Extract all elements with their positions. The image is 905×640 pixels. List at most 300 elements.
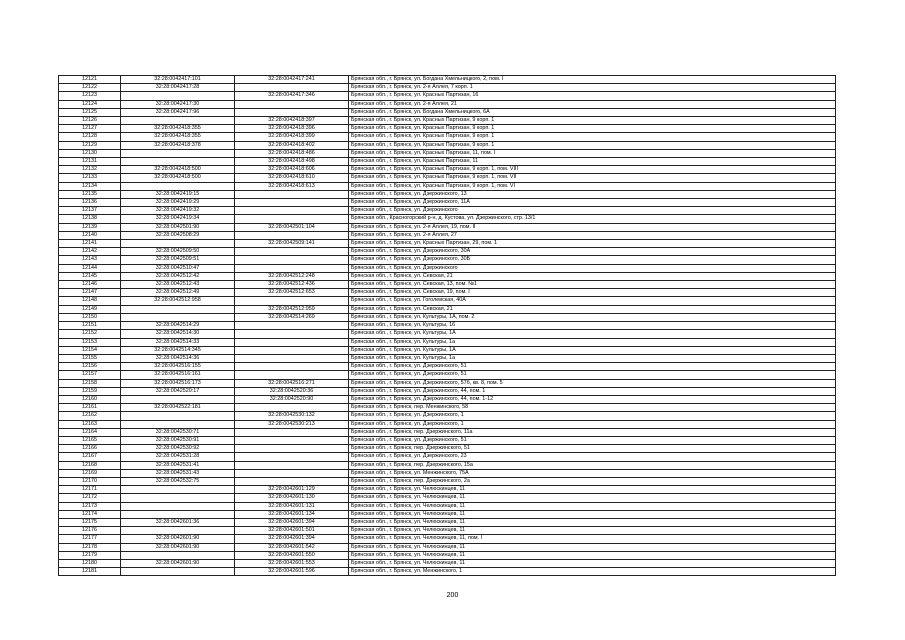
row-number-cell: 12126 [59, 117, 121, 125]
row-number-cell: 12178 [59, 543, 121, 551]
cadastral-number-cell [121, 527, 235, 535]
object-number-cell: 32:28:0042509:141 [235, 240, 349, 248]
address-cell: Брянская обл., г. Брянск, ул. Дзержинского, 1 [349, 412, 836, 420]
row-number-cell: 12140 [59, 231, 121, 239]
object-number-cell [235, 322, 349, 330]
row-number-cell: 12172 [59, 494, 121, 502]
address-cell: Брянская обл., Красногорский р-н, д. Кустова, ул. Дзержинского, стр. 13/1 [349, 215, 836, 223]
object-number-cell: 32:28:0042601:394 [235, 535, 349, 543]
cadastral-number-cell [121, 92, 235, 100]
cadastral-number-cell: 32:28:0042514:345 [121, 346, 235, 354]
address-cell: Брянская обл., г. Брянск, ул. 2-я Аллея, 27 [349, 231, 836, 239]
object-number-cell [235, 477, 349, 485]
object-number-cell [235, 469, 349, 477]
table-row [59, 281, 836, 289]
table-row [59, 297, 836, 305]
cadastral-number-cell [121, 412, 235, 420]
row-number-cell: 12179 [59, 551, 121, 559]
cadastral-number-cell: 32:28:0042417:96 [121, 108, 235, 116]
address-cell: Брянская обл., г. Брянск, ул. Дзержинского, 30А [349, 248, 836, 256]
table-row [59, 346, 836, 354]
cadastral-number-cell: 32:28:0042417:30 [121, 100, 235, 108]
address-cell: Брянская обл., г. Брянск, ул. 2-я Аллея, 19, пом. II [349, 223, 836, 231]
cadastral-number-cell: 32:28:0042512:43 [121, 281, 235, 289]
address-cell: Брянская обл., г. Брянск, ул. Культуры, 16 [349, 322, 836, 330]
cadastral-number-cell: 32:28:0042514:29 [121, 322, 235, 330]
row-number-cell: 12148 [59, 297, 121, 305]
row-number-cell: 12128 [59, 133, 121, 141]
object-number-cell: 32:28:0042601:394 [235, 518, 349, 526]
address-cell: Брянская обл., г. Брянск, ул. Дзержинского [349, 207, 836, 215]
cadastral-number-cell [121, 551, 235, 559]
row-number-cell: 12161 [59, 404, 121, 412]
object-number-cell: 32:28:0042512:436 [235, 281, 349, 289]
row-number-cell: 12131 [59, 158, 121, 166]
address-cell: Брянская обл., г. Брянск, ул. Дзержинского, 44, пом. 1 [349, 387, 836, 395]
address-cell: Брянская обл., г. Брянск, ул. Красных Партизан, 16 [349, 92, 836, 100]
address-cell: Брянская обл., г. Брянск, пер. Дзержинского, 15а [349, 461, 836, 469]
row-number-cell: 12177 [59, 535, 121, 543]
row-number-cell: 12159 [59, 387, 121, 395]
object-number-cell: 32:28:0042418:402 [235, 141, 349, 149]
table-row [59, 338, 836, 346]
cadastral-number-cell [121, 149, 235, 157]
table-row [59, 535, 836, 543]
address-cell: Брянская обл., г. Брянск, ул. Богдана Хмельницкого, 2, пом. I [349, 76, 836, 84]
address-cell: Брянская обл., г. Брянск, ул. Челюскинцев, 11 [349, 527, 836, 535]
cadastral-number-cell: 32:28:0042419:34 [121, 215, 235, 223]
row-number-cell: 12133 [59, 174, 121, 182]
table-row [59, 223, 836, 231]
address-cell: Брянская обл., г. Брянск, ул. Красных Партизан, 9 корп. 1 [349, 117, 836, 125]
address-cell: Брянская обл., г. Брянск, ул. Дзержинского, 1 [349, 420, 836, 428]
table-row [59, 289, 836, 297]
address-cell: Брянская обл., г. Брянск, ул. Челюскинцев, 11 [349, 494, 836, 502]
object-number-cell: 32:28:0042601:131 [235, 502, 349, 510]
object-number-cell: 32:28:0042601:130 [235, 494, 349, 502]
table-row [59, 174, 836, 182]
row-number-cell: 12151 [59, 322, 121, 330]
cadastral-number-cell [121, 305, 235, 313]
address-cell: Брянская обл., г. Брянск, ул. Культуры, 1А [349, 330, 836, 338]
object-number-cell: 32:28:0042417:241 [235, 76, 349, 84]
table-row [59, 158, 836, 166]
row-number-cell: 12132 [59, 166, 121, 174]
address-cell: Брянская обл., г. Брянск, ул. Челюскинцев, 11 [349, 551, 836, 559]
object-number-cell: 32:28:0042520:90 [235, 395, 349, 403]
row-number-cell: 12180 [59, 559, 121, 567]
address-cell: Брянская обл., г. Брянск, ул. Челюскинцев, 11 [349, 486, 836, 494]
row-number-cell: 12154 [59, 346, 121, 354]
cadastral-number-cell: 32:28:0042522:181 [121, 404, 235, 412]
table-row [59, 568, 836, 576]
address-cell: Брянская обл., г. Брянск, ул. Красных Партизан, 11, пом. I [349, 149, 836, 157]
row-number-cell: 12169 [59, 469, 121, 477]
object-number-cell: 32:28:0042417:346 [235, 92, 349, 100]
object-number-cell [235, 354, 349, 362]
address-cell: Брянская обл., г. Брянск, ул. Красных Партизан, 29, пом. 1 [349, 240, 836, 248]
cadastral-number-cell: 32:28:0042601:90 [121, 543, 235, 551]
table-row [59, 543, 836, 551]
cadastral-number-cell [121, 568, 235, 576]
cadastral-number-cell: 32:28:0042531:43 [121, 469, 235, 477]
object-number-cell: 32:28:0042512:959 [235, 305, 349, 313]
row-number-cell: 12122 [59, 84, 121, 92]
address-cell: Брянская обл., г. Брянск, ул. Челюскинцев, 11 [349, 502, 836, 510]
table-row [59, 404, 836, 412]
row-number-cell: 12163 [59, 420, 121, 428]
cadastral-number-cell: 32:28:0042419:29 [121, 199, 235, 207]
object-number-cell: 32:28:0042418:396 [235, 125, 349, 133]
cadastral-number-cell [121, 240, 235, 248]
address-cell: Брянская обл., г. Брянск, ул. Красных Партизан, 9 корп. 1 [349, 133, 836, 141]
cadastral-number-cell [121, 502, 235, 510]
object-number-cell [235, 445, 349, 453]
address-cell: Брянская обл., г. Брянск, ул. Челюскинцев, 11 [349, 543, 836, 551]
cadastral-number-cell: 32:28:0042512:958 [121, 297, 235, 305]
object-number-cell: 32:28:0042501:104 [235, 223, 349, 231]
row-number-cell: 12164 [59, 428, 121, 436]
table-row [59, 469, 836, 477]
row-number-cell: 12176 [59, 527, 121, 535]
table-row [59, 248, 836, 256]
table-row [59, 108, 836, 116]
cadastral-number-cell [121, 494, 235, 502]
cadastral-number-cell [121, 420, 235, 428]
object-number-cell [235, 248, 349, 256]
row-number-cell: 12174 [59, 510, 121, 518]
cadastral-number-cell: 32:28:0042418:355 [121, 125, 235, 133]
table-row [59, 149, 836, 157]
table-row [59, 379, 836, 387]
row-number-cell: 12181 [59, 568, 121, 576]
table-row [59, 231, 836, 239]
table-row [59, 510, 836, 518]
object-number-cell [235, 436, 349, 444]
address-cell: Брянская обл., г. Брянск, ул. Дзержинского, 51 [349, 363, 836, 371]
row-number-cell: 12138 [59, 215, 121, 223]
address-cell: Брянская обл., г. Брянск, ул. Севская, 19, пом. I [349, 289, 836, 297]
object-number-cell [235, 199, 349, 207]
row-number-cell: 12168 [59, 461, 121, 469]
table-row [59, 199, 836, 207]
row-number-cell: 12153 [59, 338, 121, 346]
registry-table [58, 75, 836, 576]
address-cell: Брянская обл., г. Брянск, ул. Культуры, 1а [349, 338, 836, 346]
table-row [59, 240, 836, 248]
row-number-cell: 12121 [59, 76, 121, 84]
object-number-cell: 32:28:0042601:501 [235, 527, 349, 535]
table-row [59, 527, 836, 535]
object-number-cell: 32:28:0042512:653 [235, 289, 349, 297]
cadastral-number-cell [121, 395, 235, 403]
object-number-cell: 32:28:0042530:132 [235, 412, 349, 420]
table-row [59, 477, 836, 485]
row-number-cell: 12162 [59, 412, 121, 420]
address-cell: Брянская обл., г. Брянск, ул. Дзержинского, 51 [349, 436, 836, 444]
row-number-cell: 12137 [59, 207, 121, 215]
object-number-cell: 32:28:0042516:271 [235, 379, 349, 387]
address-cell: Брянская обл., г. Брянск, ул. Севская, 13, пом. №1 [349, 281, 836, 289]
row-number-cell: 12145 [59, 272, 121, 280]
table-row [59, 84, 836, 92]
address-cell: Брянская обл., г. Брянск, ул. Челюскинцев, 11 [349, 559, 836, 567]
table-row [59, 76, 836, 84]
table-row [59, 518, 836, 526]
object-number-cell [235, 330, 349, 338]
table-row [59, 272, 836, 280]
table-row [59, 133, 836, 141]
cadastral-number-cell: 32:28:0042417:28 [121, 84, 235, 92]
table-row [59, 256, 836, 264]
cadastral-number-cell: 32:28:0042510:47 [121, 264, 235, 272]
object-number-cell: 32:28:0042601:596 [235, 568, 349, 576]
object-number-cell: 32:28:0042512:248 [235, 272, 349, 280]
cadastral-number-cell: 32:28:0042418:500 [121, 174, 235, 182]
address-cell: Брянская обл., г. Брянск, ул. 2-я Аллея, 7 корп. 1 [349, 84, 836, 92]
object-number-cell: 32:28:0042520:36 [235, 387, 349, 395]
row-number-cell: 12171 [59, 486, 121, 494]
row-number-cell: 12127 [59, 125, 121, 133]
row-number-cell: 12152 [59, 330, 121, 338]
row-number-cell: 12125 [59, 108, 121, 116]
cadastral-number-cell: 32:28:0042419:32 [121, 207, 235, 215]
table-row [59, 215, 836, 223]
row-number-cell: 12175 [59, 518, 121, 526]
address-cell: Брянская обл., г. Брянск, ул. 2-я Аллея, 21 [349, 100, 836, 108]
cadastral-number-cell: 32:28:0042418:500 [121, 166, 235, 174]
address-cell: Брянская обл., г. Брянск, ул. Дзержинского, 23 [349, 453, 836, 461]
address-cell: Брянская обл., г. Брянск, ул. Дзержинского, 44, пом. 1-12 [349, 395, 836, 403]
object-number-cell: 32:28:0042530:213 [235, 420, 349, 428]
table-row [59, 445, 836, 453]
row-number-cell: 12141 [59, 240, 121, 248]
address-cell: Брянская обл., г. Брянск, ул. Культуры, 1А, пом. 2 [349, 313, 836, 321]
table-row [59, 264, 836, 272]
table-row [59, 428, 836, 436]
address-cell: Брянская обл., г. Брянск, ул. Дзержинского, 11А [349, 199, 836, 207]
cadastral-number-cell: 32:28:0042418:378 [121, 141, 235, 149]
table-row [59, 190, 836, 198]
object-number-cell: 32:28:0042514:269 [235, 313, 349, 321]
row-number-cell: 12173 [59, 502, 121, 510]
address-cell: Брянская обл., г. Брянск, пер. Дзержинского, 11а [349, 428, 836, 436]
cadastral-number-cell [121, 158, 235, 166]
object-number-cell [235, 371, 349, 379]
address-cell: Брянская обл., г. Брянск, пер. Дзержинского, 2а [349, 477, 836, 485]
cadastral-number-cell: 32:28:0042520:17 [121, 387, 235, 395]
cadastral-number-cell: 32:28:0042508:29 [121, 231, 235, 239]
row-number-cell: 12144 [59, 264, 121, 272]
object-number-cell: 32:28:0042418:613 [235, 182, 349, 190]
table-row [59, 436, 836, 444]
address-cell: Брянская обл., г. Брянск, ул. Челюскинцев, 11 [349, 518, 836, 526]
object-number-cell [235, 297, 349, 305]
page-number: 200 [446, 592, 459, 599]
address-cell: Брянская обл., г. Брянск, ул. Красных Партизан, 9 корп. 1, пом. VII [349, 174, 836, 182]
cadastral-number-cell: 32:28:0042516:155 [121, 363, 235, 371]
cadastral-number-cell: 32:28:0042512:42 [121, 272, 235, 280]
row-number-cell: 12165 [59, 436, 121, 444]
table-row [59, 166, 836, 174]
address-cell: Брянская обл., г. Брянск, ул. Красных Партизан, 9 корп. 1 [349, 125, 836, 133]
table-row [59, 305, 836, 313]
cadastral-number-cell [121, 182, 235, 190]
object-number-cell: 32:28:0042601:129 [235, 486, 349, 494]
cadastral-number-cell: 32:28:0042509:51 [121, 256, 235, 264]
table-row [59, 330, 836, 338]
address-cell: Брянская обл., г. Брянск, ул. Красных Партизан, 11 [349, 158, 836, 166]
registry-table-body [59, 76, 836, 576]
address-cell: Брянская обл., г. Брянск, ул. Севская, 21 [349, 272, 836, 280]
row-number-cell: 12149 [59, 305, 121, 313]
table-row [59, 559, 836, 567]
object-number-cell [235, 346, 349, 354]
cadastral-number-cell: 32:28:0042530:71 [121, 428, 235, 436]
cadastral-number-cell [121, 313, 235, 321]
table-row [59, 100, 836, 108]
address-cell: Брянская обл., г. Брянск, ул. Дзержинского, 51 [349, 371, 836, 379]
row-number-cell: 12129 [59, 141, 121, 149]
address-cell: Брянская обл., г. Брянск, пер. Менжинского, 58 [349, 404, 836, 412]
address-cell: Брянская обл., г. Брянск, ул. Менжинского, 75А [349, 469, 836, 477]
table-row [59, 117, 836, 125]
cadastral-number-cell: 32:28:0042417:101 [121, 76, 235, 84]
table-row [59, 354, 836, 362]
address-cell: Брянская обл., г. Брянск, ул. Дзержинского [349, 264, 836, 272]
row-number-cell: 12155 [59, 354, 121, 362]
table-row [59, 453, 836, 461]
object-number-cell [235, 256, 349, 264]
object-number-cell [235, 100, 349, 108]
address-cell: Брянская обл., г. Брянск, пер. Дзержинского, 51 [349, 445, 836, 453]
cadastral-number-cell: 32:28:0042514:30 [121, 330, 235, 338]
row-number-cell: 12142 [59, 248, 121, 256]
row-number-cell: 12134 [59, 182, 121, 190]
address-cell: Брянская обл., г. Брянск, ул. Красных Партизан, 9 корп. 1, пом. VI [349, 182, 836, 190]
cadastral-number-cell: 32:28:0042532:75 [121, 477, 235, 485]
row-number-cell: 12167 [59, 453, 121, 461]
row-number-cell: 12150 [59, 313, 121, 321]
table-row [59, 486, 836, 494]
object-number-cell [235, 207, 349, 215]
object-number-cell: 32:28:0042418:610 [235, 174, 349, 182]
object-number-cell [235, 404, 349, 412]
cadastral-number-cell: 32:28:0042418:355 [121, 133, 235, 141]
row-number-cell: 12158 [59, 379, 121, 387]
row-number-cell: 12130 [59, 149, 121, 157]
table-row [59, 494, 836, 502]
table-row [59, 395, 836, 403]
address-cell: Брянская обл., г. Брянск, ул. Дзержинского, 30Б [349, 256, 836, 264]
table-row [59, 461, 836, 469]
row-number-cell: 12160 [59, 395, 121, 403]
object-number-cell: 32:28:0042601:134 [235, 510, 349, 518]
row-number-cell: 12146 [59, 281, 121, 289]
cadastral-number-cell: 32:28:0042601:90 [121, 535, 235, 543]
object-number-cell: 32:28:0042601:550 [235, 551, 349, 559]
cadastral-number-cell: 32:28:0042531:28 [121, 453, 235, 461]
document-table-container [58, 75, 835, 576]
row-number-cell: 12123 [59, 92, 121, 100]
row-number-cell: 12143 [59, 256, 121, 264]
address-cell: Брянская обл., г. Брянск, ул. Челюскинцев, 11 [349, 510, 836, 518]
table-row [59, 551, 836, 559]
cadastral-number-cell [121, 486, 235, 494]
cadastral-number-cell: 32:28:0042530:92 [121, 445, 235, 453]
address-cell: Брянская обл., г. Брянск, ул. Красных Партизан, 9 корп. 1 [349, 141, 836, 149]
address-cell: Брянская обл., г. Брянск, ул. Дзержинского, 13 [349, 190, 836, 198]
cadastral-number-cell [121, 117, 235, 125]
address-cell: Брянская обл., г. Брянск, ул. Дзержинского, 57б, кв. 8, пом. 5 [349, 379, 836, 387]
object-number-cell: 32:28:0042418:486 [235, 149, 349, 157]
object-number-cell: 32:28:0042601:542 [235, 543, 349, 551]
cadastral-number-cell: 32:28:0042516:161 [121, 371, 235, 379]
object-number-cell [235, 338, 349, 346]
address-cell: Брянская обл., г. Брянск, ул. Челюскинцев, 11, пом. I [349, 535, 836, 543]
address-cell: Брянская обл., г. Брянск, ул. Менжинского, 1 [349, 568, 836, 576]
address-cell: Брянская обл., г. Брянск, ул. Красных Партизан, 9 корп. 1, пом. VIII [349, 166, 836, 174]
address-cell: Брянская обл., г. Брянск, ул. Севская, 21 [349, 305, 836, 313]
cadastral-number-cell: 32:28:0042419:15 [121, 190, 235, 198]
table-row [59, 182, 836, 190]
cadastral-number-cell: 32:28:0042509:50 [121, 248, 235, 256]
cadastral-number-cell: 32:28:0042514:33 [121, 338, 235, 346]
object-number-cell: 32:28:0042418:498 [235, 158, 349, 166]
table-row [59, 92, 836, 100]
row-number-cell: 12135 [59, 190, 121, 198]
table-row [59, 363, 836, 371]
cadastral-number-cell: 32:28:0042601:90 [121, 559, 235, 567]
cadastral-number-cell: 32:28:0042512:49 [121, 289, 235, 297]
object-number-cell: 32:28:0042418:399 [235, 133, 349, 141]
table-row [59, 420, 836, 428]
cadastral-number-cell [121, 510, 235, 518]
object-number-cell [235, 264, 349, 272]
cadastral-number-cell: 32:28:0042514:36 [121, 354, 235, 362]
row-number-cell: 12136 [59, 199, 121, 207]
table-row [59, 125, 836, 133]
address-cell: Брянская обл., г. Брянск, ул. Богдана Хмельницкого, 6А [349, 108, 836, 116]
table-row [59, 313, 836, 321]
table-row [59, 371, 836, 379]
object-number-cell: 32:28:0042601:553 [235, 559, 349, 567]
row-number-cell: 12157 [59, 371, 121, 379]
table-row [59, 502, 836, 510]
table-row [59, 322, 836, 330]
object-number-cell [235, 231, 349, 239]
object-number-cell [235, 84, 349, 92]
table-row [59, 412, 836, 420]
object-number-cell [235, 453, 349, 461]
cadastral-number-cell: 32:28:0042601:36 [121, 518, 235, 526]
object-number-cell [235, 108, 349, 116]
object-number-cell: 32:28:0042418:606 [235, 166, 349, 174]
object-number-cell: 32:28:0042418:397 [235, 117, 349, 125]
object-number-cell [235, 363, 349, 371]
table-row [59, 387, 836, 395]
address-cell: Брянская обл., г. Брянск, ул. Культуры, 1а [349, 354, 836, 362]
row-number-cell: 12166 [59, 445, 121, 453]
row-number-cell: 12139 [59, 223, 121, 231]
cadastral-number-cell: 32:28:0042516:173 [121, 379, 235, 387]
cadastral-number-cell: 32:28:0042501:90 [121, 223, 235, 231]
row-number-cell: 12170 [59, 477, 121, 485]
object-number-cell [235, 215, 349, 223]
table-row [59, 207, 836, 215]
row-number-cell: 12147 [59, 289, 121, 297]
address-cell: Брянская обл., г. Брянск, ул. Культуры, 1А [349, 346, 836, 354]
